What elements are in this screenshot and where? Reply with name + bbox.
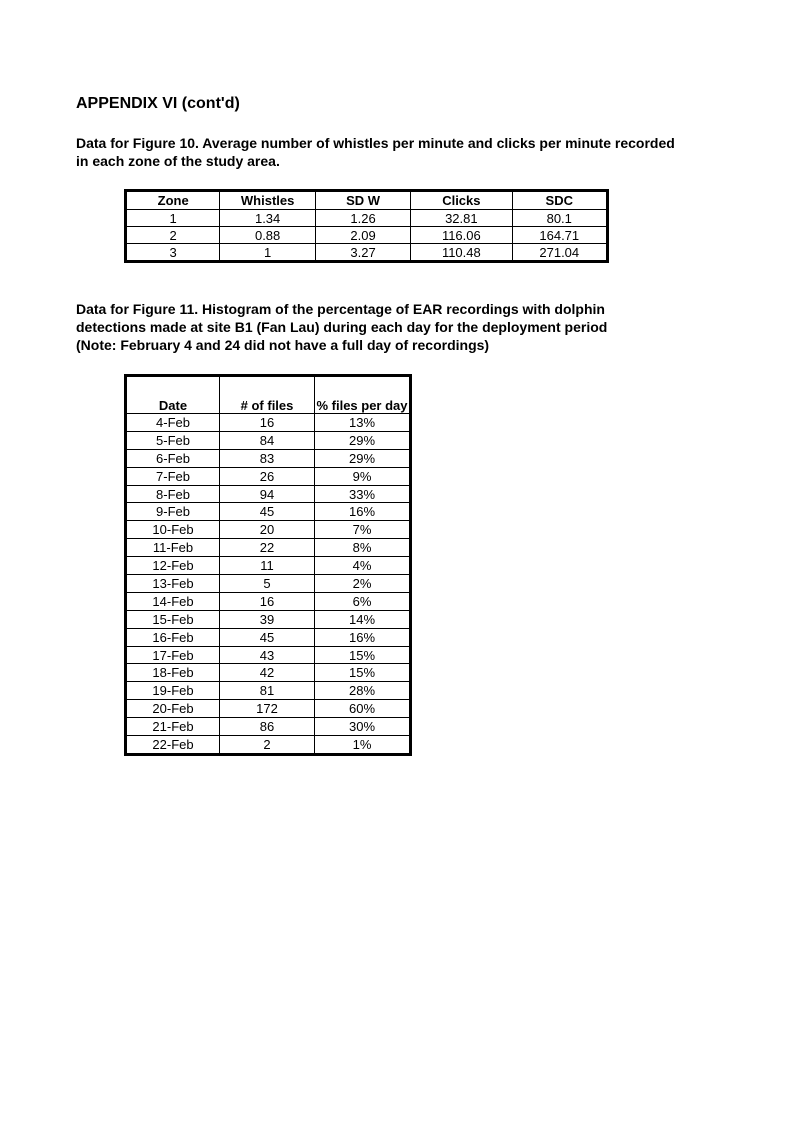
table-row xyxy=(126,664,411,682)
date-cell: 17-Feb xyxy=(126,646,220,664)
column-header-sdc: SDC xyxy=(512,191,607,210)
file-count-cell: 11 xyxy=(220,557,315,575)
percent-files-cell: 16% xyxy=(315,503,411,521)
figure-11-caption-text: Histogram of the percentage of EAR recordings with dolphin detections made at site B1 (Fan Lau) during each day for the deployment period xyxy=(76,301,608,335)
table-row xyxy=(126,682,411,700)
date-cell: 9-Feb xyxy=(126,503,220,521)
whistles-cell: 1.34 xyxy=(220,210,316,227)
table-row xyxy=(126,244,608,262)
file-count-cell: 39 xyxy=(220,610,315,628)
table-row xyxy=(126,210,608,227)
whistles-cell: 0.88 xyxy=(220,227,316,244)
column-header-percent-files: % files per day xyxy=(315,376,411,414)
date-cell: 15-Feb xyxy=(126,610,220,628)
date-cell: 16-Feb xyxy=(126,628,220,646)
date-cell: 4-Feb xyxy=(126,414,220,432)
table-row xyxy=(126,592,411,610)
column-header-file-count: # of files xyxy=(220,376,315,414)
file-count-cell: 45 xyxy=(220,503,315,521)
date-cell: 7-Feb xyxy=(126,467,220,485)
date-cell: 6-Feb xyxy=(126,449,220,467)
figure-10-caption xyxy=(76,134,676,170)
date-cell: 18-Feb xyxy=(126,664,220,682)
percent-files-cell: 15% xyxy=(315,646,411,664)
percent-files-cell: 13% xyxy=(315,414,411,432)
figure-11-caption-lead: Data for Figure 11. xyxy=(76,301,199,317)
column-header-whistles: Whistles xyxy=(220,191,316,210)
date-cell: 11-Feb xyxy=(126,539,220,557)
column-header-sd-w: SD W xyxy=(315,191,410,210)
percent-files-cell: 30% xyxy=(315,718,411,736)
daily-detections-table xyxy=(124,374,412,756)
table-row xyxy=(126,227,608,244)
date-cell: 21-Feb xyxy=(126,718,220,736)
clicks-cell: 32.81 xyxy=(411,210,512,227)
percent-files-cell: 14% xyxy=(315,610,411,628)
sd-w-cell: 1.26 xyxy=(315,210,410,227)
file-count-cell: 2 xyxy=(220,736,315,755)
percent-files-cell: 6% xyxy=(315,592,411,610)
daily-table-header-row xyxy=(126,376,411,414)
percent-files-cell: 7% xyxy=(315,521,411,539)
date-cell: 22-Feb xyxy=(126,736,220,755)
zone-table xyxy=(124,189,609,263)
figure-11-caption-note: (Note: February 4 and 24 did not have a full day of recordings) xyxy=(76,337,490,353)
file-count-cell: 43 xyxy=(220,646,315,664)
date-cell: 8-Feb xyxy=(126,485,220,503)
sdc-cell: 271.04 xyxy=(512,244,607,262)
table-row xyxy=(126,610,411,628)
table-row xyxy=(126,449,411,467)
file-count-cell: 16 xyxy=(220,414,315,432)
clicks-cell: 110.48 xyxy=(411,244,512,262)
date-cell: 10-Feb xyxy=(126,521,220,539)
column-header-date: Date xyxy=(126,376,220,414)
file-count-cell: 16 xyxy=(220,592,315,610)
file-count-cell: 45 xyxy=(220,628,315,646)
sd-w-cell: 2.09 xyxy=(315,227,410,244)
zone-cell: 1 xyxy=(126,210,220,227)
file-count-cell: 42 xyxy=(220,664,315,682)
column-header-clicks: Clicks xyxy=(411,191,512,210)
percent-files-cell: 29% xyxy=(315,431,411,449)
percent-files-cell: 1% xyxy=(315,736,411,755)
table-row xyxy=(126,539,411,557)
file-count-cell: 81 xyxy=(220,682,315,700)
sd-w-cell: 3.27 xyxy=(315,244,410,262)
sdc-cell: 80.1 xyxy=(512,210,607,227)
table-row xyxy=(126,431,411,449)
date-cell: 19-Feb xyxy=(126,682,220,700)
date-cell: 20-Feb xyxy=(126,700,220,718)
file-count-cell: 20 xyxy=(220,521,315,539)
file-count-cell: 94 xyxy=(220,485,315,503)
date-cell: 5-Feb xyxy=(126,431,220,449)
table-row xyxy=(126,414,411,432)
figure-10-caption-text: Average number of whistles per minute and clicks per minute recorded in each zone of the study area. xyxy=(76,135,675,169)
file-count-cell: 5 xyxy=(220,575,315,593)
table-row xyxy=(126,503,411,521)
percent-files-cell: 16% xyxy=(315,628,411,646)
file-count-cell: 172 xyxy=(220,700,315,718)
date-cell: 13-Feb xyxy=(126,575,220,593)
table-row xyxy=(126,736,411,755)
table-row xyxy=(126,467,411,485)
sdc-cell: 164.71 xyxy=(512,227,607,244)
date-cell: 14-Feb xyxy=(126,592,220,610)
percent-files-cell: 9% xyxy=(315,467,411,485)
table-row xyxy=(126,646,411,664)
percent-files-cell: 2% xyxy=(315,575,411,593)
table-row xyxy=(126,575,411,593)
table-row xyxy=(126,485,411,503)
table-row xyxy=(126,718,411,736)
zone-table-header-row xyxy=(126,191,608,210)
table-row xyxy=(126,628,411,646)
percent-files-cell: 15% xyxy=(315,664,411,682)
percent-files-cell: 33% xyxy=(315,485,411,503)
file-count-cell: 83 xyxy=(220,449,315,467)
table-row xyxy=(126,521,411,539)
percent-files-cell: 29% xyxy=(315,449,411,467)
table-row xyxy=(126,700,411,718)
percent-files-cell: 60% xyxy=(315,700,411,718)
file-count-cell: 26 xyxy=(220,467,315,485)
zone-cell: 3 xyxy=(126,244,220,262)
file-count-cell: 84 xyxy=(220,431,315,449)
percent-files-cell: 28% xyxy=(315,682,411,700)
zone-table-body xyxy=(126,210,608,262)
whistles-cell: 1 xyxy=(220,244,316,262)
file-count-cell: 22 xyxy=(220,539,315,557)
percent-files-cell: 8% xyxy=(315,539,411,557)
page-heading: APPENDIX VI (cont'd) xyxy=(76,95,240,112)
clicks-cell: 116.06 xyxy=(411,227,512,244)
zone-cell: 2 xyxy=(126,227,220,244)
column-header-zone: Zone xyxy=(126,191,220,210)
figure-11-caption xyxy=(76,300,676,354)
percent-files-cell: 4% xyxy=(315,557,411,575)
date-cell: 12-Feb xyxy=(126,557,220,575)
figure-10-caption-lead: Data for Figure 10. xyxy=(76,135,199,151)
table-row xyxy=(126,557,411,575)
file-count-cell: 86 xyxy=(220,718,315,736)
daily-table-body xyxy=(126,414,411,755)
